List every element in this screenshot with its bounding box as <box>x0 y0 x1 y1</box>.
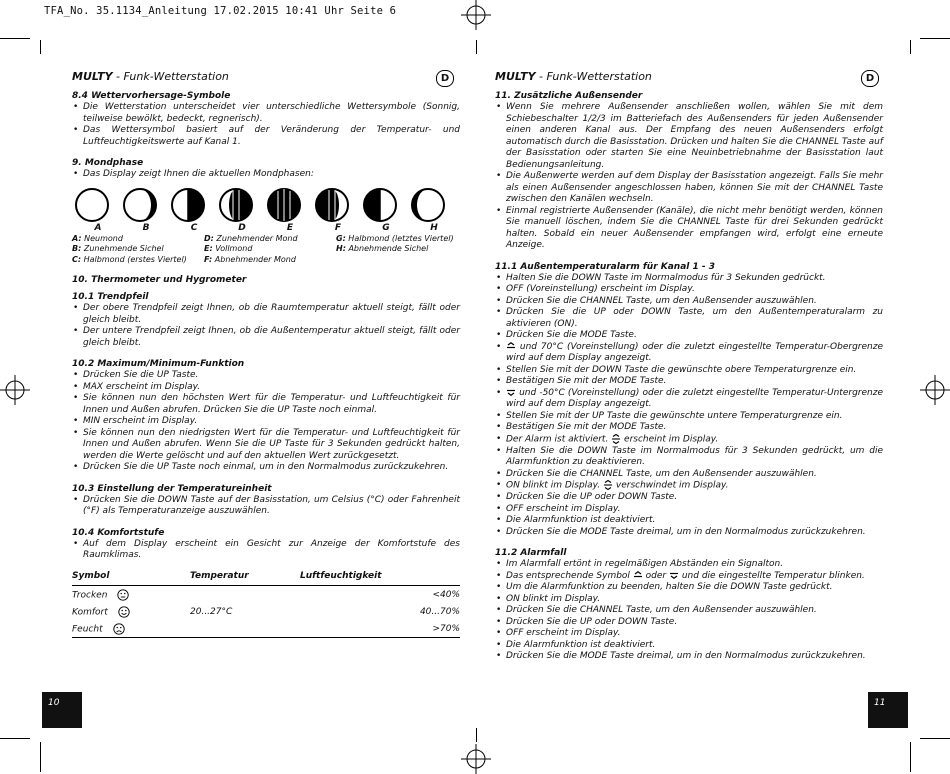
title-brand: MULTY <box>72 70 113 83</box>
list-item: • Halten Sie die DOWN Taste im Normalmodus für 3 Sekunden gedrückt. <box>506 273 883 285</box>
crop-mark <box>910 742 911 772</box>
registration-mark-icon <box>461 0 491 30</box>
legend-entry: D: Zunehmender Mond <box>204 233 298 243</box>
legend-entry: G: Halbmond (letztes Viertel) <box>336 233 454 243</box>
list-item: • Der Alarm ist aktiviert. erscheint im Display. <box>506 434 883 446</box>
bullet-list <box>72 102 460 148</box>
legend-entry: F: Abnehmender Mond <box>204 254 296 264</box>
table-header-row <box>72 571 460 586</box>
fold-mark <box>476 728 477 742</box>
list-item: • OFF (Voreinstellung) erscheint im Display. <box>506 284 883 296</box>
list-item: • Das entsprechende Symbol oder und die eingestellte Temperatur blinken. <box>506 571 883 583</box>
list-item: • Wenn Sie mehrere Außensender anschließen wollen, wählen Sie mit dem Schiebeschalter 1/2/3 im Batteriefach des Außensenders für jeden Außensender einen anderen Kanal aus. Der Empfang des neuen Außensenders erfolgt automatisch durch die Basisstation. Drücken und halten Sie die CHANNEL Taste auf der Basisstation oder starten Sie eine Neuinbetriebnahme der Basisstation laut Bedienungsanleitung. <box>506 102 883 171</box>
list-item: • Im Alarmfall ertönt in regelmäßigen Abständen ein Signalton. <box>506 559 883 571</box>
list-item: • Die Alarmfunktion ist deaktiviert. <box>506 515 883 527</box>
list-item: • OFF erscheint im Display. <box>506 628 883 640</box>
bullet-list <box>72 370 460 474</box>
registration-mark-icon <box>0 375 30 405</box>
list-item: • Auf dem Display erscheint ein Gesicht zur Anzeige der Komfortstufe des Raumklimas. <box>83 539 460 562</box>
list-item: • Halten Sie die DOWN Taste im Normalmodus für 3 Sekunden gedrückt, um die Alarmfunktion zu deaktivieren. <box>506 446 883 469</box>
alarm-high-icon <box>633 571 643 579</box>
phase-letter: F <box>334 222 342 233</box>
crop-mark <box>920 738 950 739</box>
table-cell: >70% <box>300 620 460 638</box>
phase-letter: H <box>430 222 438 233</box>
list-item: • Drücken Sie die DOWN Taste auf der Basisstation, um Celsius (°C) oder Fahrenheit (°F) als Temperaturanzeige auszuwählen. <box>83 495 460 518</box>
list-item: • Drücken Sie die MODE Taste dreimal, um in den Normalmodus zurückzukehren. <box>506 651 883 663</box>
fold-mark <box>476 40 477 54</box>
list-item: • Bestätigen Sie mit der MODE Taste. <box>506 422 883 434</box>
right-page <box>495 70 883 663</box>
list-item: • Das Display zeigt Ihnen die aktuellen Mondphasen: <box>83 169 460 181</box>
legend-entry: A: Neumond <box>72 233 123 243</box>
table-cell: <40% <box>432 589 460 600</box>
bullet-list <box>72 495 460 518</box>
table-row <box>72 620 460 638</box>
happy-face-icon <box>118 606 130 618</box>
section-heading: 8.4 Wettervorhersage-Symbole <box>72 91 231 101</box>
neutral-face-icon <box>117 589 129 601</box>
column-header: Symbol <box>72 571 190 586</box>
moon-phase-letters <box>74 223 460 233</box>
list-item: • ON blinkt im Display. <box>506 594 883 606</box>
comfort-table <box>72 571 460 638</box>
list-item: • Die Außenwerte werden auf dem Display der Basisstation angezeigt. Falls Sie mehr als einen Außensender angeschlossen haben, können Sie mit der CHANNEL Taste zwischen den Kanälen wechseln. <box>506 171 883 206</box>
crop-mark <box>0 738 30 739</box>
section-heading: 11. Zusätzliche Außensender <box>495 91 643 101</box>
waning-gibbous-icon <box>314 187 350 223</box>
list-item: • ON blinkt im Display. verschwindet im Display. <box>506 480 883 492</box>
page-title <box>495 70 883 86</box>
list-item: • Drücken Sie die CHANNEL Taste, um den Außensender auszuwählen. <box>506 469 883 481</box>
list-item: • Stellen Sie mit der DOWN Taste die gewünschte obere Temperaturgrenze ein. <box>506 365 883 377</box>
table-cell: Feucht <box>72 620 190 638</box>
alarm-low-icon <box>669 571 679 579</box>
new-moon-icon <box>74 187 110 223</box>
section-heading: 10. Thermometer und Hygrometer <box>72 275 247 285</box>
alarm-low-icon <box>506 388 516 396</box>
column-header: Temperatur <box>190 571 300 586</box>
title-brand: MULTY <box>495 70 536 83</box>
crop-mark <box>40 742 41 772</box>
table-row <box>72 585 460 603</box>
section-heading: 11.2 Alarmfall <box>495 548 567 558</box>
phase-letter: D <box>238 222 246 233</box>
list-item: • Der obere Trendpfeil zeigt Ihnen, ob die Raumtemperatur aktuell steigt, fällt oder gleich bleibt. <box>83 303 460 326</box>
alarm-high-icon <box>506 342 516 350</box>
list-item: • Drücken Sie die UP oder DOWN Taste, um den Außentemperaturalarm zu aktivieren (ON). <box>506 307 883 330</box>
alarm-high-low-icon <box>603 480 613 490</box>
list-item: • Einmal registrierte Außensender (Kanäle), die nicht mehr benötigt werden, können Sie manuell löschen, indem Sie die CHANNEL Taste für drei Sekunden gedrückt halten. Sobald ein neuer Außensender empfangen wird, erfolgt eine erneute Anzeige. <box>506 206 883 252</box>
last-quarter-icon <box>362 187 398 223</box>
language-badge: D <box>436 70 454 87</box>
bullet-list <box>72 539 460 562</box>
list-item: • MIN erscheint im Display. <box>83 416 460 428</box>
section-heading: 9. Mondphase <box>72 158 144 168</box>
bullet-list <box>72 303 460 349</box>
list-item: • Drücken Sie die UP Taste noch einmal, um in den Normalmodus zurückzukehren. <box>83 462 460 474</box>
registration-mark-icon <box>461 744 491 774</box>
list-item: • und -50°C (Voreinstellung) oder die zuletzt eingestellte Temperatur-Untergrenze wird auf dem Display angezeigt. <box>506 388 883 411</box>
phase-letter: B <box>142 222 150 233</box>
list-item: • Der untere Trendpfeil zeigt Ihnen, ob die Außentemperatur aktuell steigt, fällt oder gleich bleibt. <box>83 326 460 349</box>
sad-face-icon <box>113 623 125 635</box>
crop-mark <box>0 38 30 39</box>
table-cell: 20...27°C <box>190 606 233 617</box>
bullet-list <box>72 169 460 181</box>
section-heading: 10.2 Maximum/Minimum-Funktion <box>72 359 245 369</box>
phase-letter: C <box>190 222 198 233</box>
table-cell <box>190 585 300 603</box>
section-heading: 10.1 Trendpfeil <box>72 292 149 302</box>
phase-letter: A <box>94 222 102 233</box>
print-header: TFA_No. 35.1134_Anleitung 17.02.2015 10:41 Uhr Seite 6 <box>44 5 397 17</box>
table-cell: 40...70% <box>419 606 460 617</box>
title-rest: - Funk-Wetterstation <box>112 70 229 83</box>
first-quarter-icon <box>170 187 206 223</box>
legend-entry: B: Zunehmende Sichel <box>72 244 164 253</box>
list-item: • Drücken Sie die MODE Taste dreimal, um in den Normalmodus zurückzukehren. <box>506 527 883 539</box>
page-number: 10 <box>42 692 82 728</box>
list-item: • MAX erscheint im Display. <box>83 382 460 394</box>
list-item: • Drücken Sie die UP Taste. <box>83 370 460 382</box>
full-moon-icon <box>266 187 302 223</box>
column-header: Luftfeuchtigkeit <box>300 571 460 586</box>
language-badge: D <box>861 70 879 87</box>
list-item: • Drücken Sie die MODE Taste. <box>506 330 883 342</box>
list-item: • Drücken Sie die CHANNEL Taste, um den Außensender auszuwählen. <box>506 605 883 617</box>
table-cell <box>190 620 300 638</box>
crop-mark <box>40 40 41 54</box>
phase-letter: E <box>286 222 294 233</box>
table-row <box>72 603 460 620</box>
list-item: • Die Alarmfunktion ist deaktiviert. <box>506 640 883 652</box>
legend-entry: C: Halbmond (erstes Viertel) <box>72 254 187 264</box>
waxing-crescent-icon <box>122 187 158 223</box>
registration-mark-icon <box>920 375 950 405</box>
phase-legend <box>72 234 460 266</box>
list-item: • Drücken Sie die UP oder DOWN Taste. <box>506 617 883 629</box>
list-item: • und 70°C (Voreinstellung) oder die zuletzt eingestellte Temperatur-Obergrenze wird auf dem Display angezeigt. <box>506 342 883 365</box>
waxing-gibbous-icon <box>218 187 254 223</box>
bullet-list <box>495 559 883 663</box>
list-item: • OFF erscheint im Display. <box>506 504 883 516</box>
page-title <box>72 70 460 86</box>
list-item: • Um die Alarmfunktion zu beenden, halten Sie die DOWN Taste gedrückt. <box>506 582 883 594</box>
crop-mark <box>910 40 911 54</box>
crop-mark <box>920 38 950 39</box>
phase-letter: G <box>382 222 390 233</box>
title-rest: - Funk-Wetterstation <box>535 70 652 83</box>
list-item: • Stellen Sie mit der UP Taste die gewünschte untere Temperaturgrenze ein. <box>506 411 883 423</box>
section-heading: 11.1 Außentemperaturalarm für Kanal 1 - 3 <box>495 261 716 272</box>
section-heading: 10.4 Komfortstufe <box>72 527 165 538</box>
waning-crescent-icon <box>410 187 446 223</box>
left-page <box>72 70 460 638</box>
list-item: • Sie können nun den niedrigsten Wert für die Temperatur- und Luftfeuchtigkeit für Innen und Außen abrufen. Wenn Sie die UP Taste für 3 Sekunden gedrückt halten, werden die Werte gelöscht und auf den aktuellen Wert zurückgesetzt. <box>83 428 460 463</box>
list-item: • Das Wettersymbol basiert auf der Veränderung der Temperatur- und Luftfeuchtigkeitswerte auf Kanal 1. <box>83 125 460 148</box>
list-item: • Sie können nun den höchsten Wert für die Temperatur- und Luftfeuchtigkeit für Innen und Außen abrufen. Drücken Sie die UP Taste noch einmal. <box>83 393 460 416</box>
list-item: • Die Wetterstation unterscheidet vier unterschiedliche Wettersymbole (Sonnig, teilweise bewölkt, bedeckt, regnerisch). <box>83 102 460 125</box>
table-cell: Komfort <box>72 603 190 620</box>
bullet-list <box>495 102 883 252</box>
moon-phase-row <box>74 187 460 223</box>
list-item: • Bestätigen Sie mit der MODE Taste. <box>506 376 883 388</box>
alarm-high-low-icon <box>611 434 621 444</box>
page-number: 11 <box>868 692 908 728</box>
list-item: • Drücken Sie die CHANNEL Taste, um den Außensender auszuwählen. <box>506 296 883 308</box>
legend-entry: H: Abnehmende Sichel <box>336 244 429 253</box>
section-heading: 10.3 Einstellung der Temperatureinheit <box>72 483 272 494</box>
legend-entry: E: Vollmond <box>204 244 253 253</box>
table-cell: Trocken <box>72 585 190 603</box>
list-item: • Drücken Sie die UP oder DOWN Taste. <box>506 492 883 504</box>
bullet-list <box>495 273 883 539</box>
